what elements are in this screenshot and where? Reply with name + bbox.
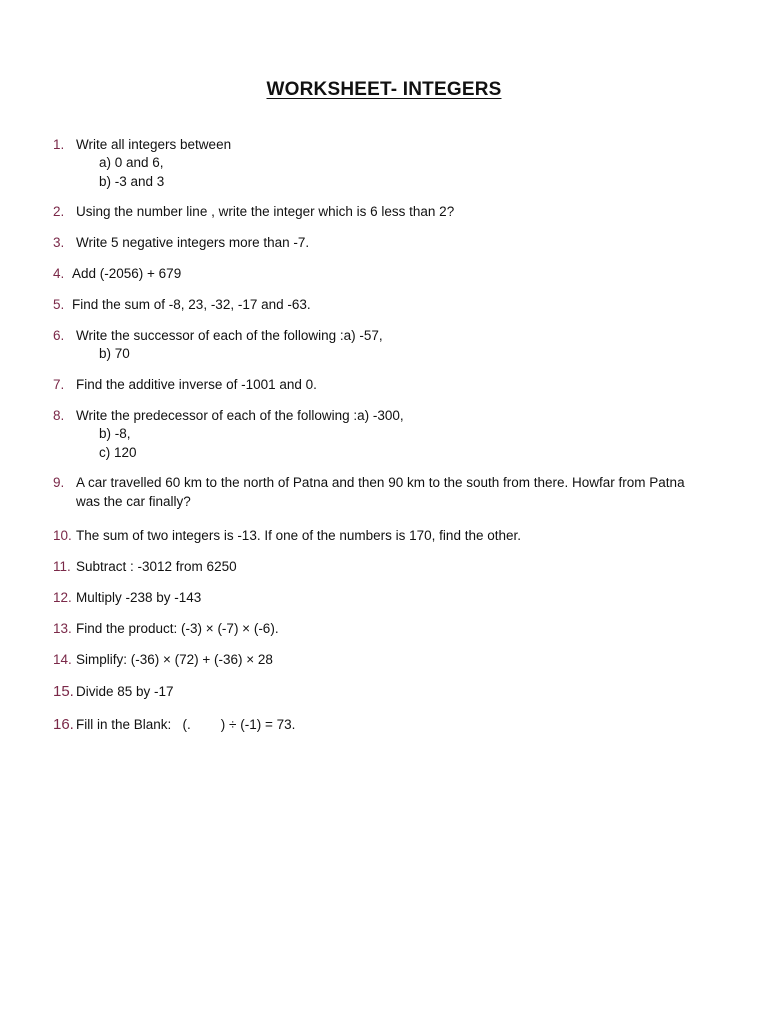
question-text: Simplify: (-36) × (72) + (-36) × 28 <box>76 652 273 667</box>
question-text: Find the product: (-3) × (-7) × (-6). <box>76 621 279 636</box>
question-3 <box>53 233 733 252</box>
question-8-option-c: c) 120 <box>99 445 137 460</box>
question-1 <box>53 135 733 154</box>
question-number: 6. <box>53 328 65 343</box>
question-text: Using the number line , write the integer which is 6 less than 2? <box>76 204 455 219</box>
question-4 <box>53 264 733 283</box>
question-11 <box>53 557 733 576</box>
question-number: 2. <box>53 204 65 219</box>
question-number: 8. <box>53 408 65 423</box>
question-8 <box>53 406 733 425</box>
question-13 <box>53 619 733 638</box>
question-10 <box>53 526 733 545</box>
question-text: Fill in the Blank: (. ) ÷ (-1) = 73. <box>76 717 296 732</box>
question-text: Subtract : -3012 from 6250 <box>76 559 237 574</box>
question-text: A car travelled 60 km to the north of Patna and then 90 km to the south from there. Howfar from Patna <box>76 475 685 490</box>
question-number: 12. <box>53 590 72 605</box>
question-number: 7. <box>53 377 65 392</box>
question-16 <box>53 715 733 734</box>
question-6-option-b: b) 70 <box>99 346 130 361</box>
question-text: Write all integers between <box>76 137 232 152</box>
question-14 <box>53 650 733 669</box>
question-number: 15. <box>53 683 74 700</box>
question-text: Write 5 negative integers more than -7. <box>76 235 310 250</box>
question-number: 13. <box>53 621 72 636</box>
question-number: 11. <box>53 559 71 574</box>
question-number: 4. <box>53 266 65 281</box>
question-6 <box>53 326 733 345</box>
question-text: Add (-2056) + 679 <box>72 266 182 281</box>
question-text: Multiply -238 by -143 <box>76 590 202 605</box>
page-title: WORKSHEET- INTEGERS <box>266 79 502 100</box>
question-text: Write the successor of each of the following :a) -57, <box>76 328 383 343</box>
question-2 <box>53 202 733 221</box>
question-number: 14. <box>53 652 72 667</box>
question-9 <box>53 473 733 492</box>
question-9-continuation: was the car finally? <box>76 494 191 509</box>
question-number: 10. <box>53 528 72 543</box>
question-15 <box>53 682 733 701</box>
question-text: Divide 85 by -17 <box>76 684 174 699</box>
question-1-option-b: b) -3 and 3 <box>99 174 165 189</box>
question-text: The sum of two integers is -13. If one of the numbers is 170, find the other. <box>76 528 521 543</box>
question-number: 3. <box>53 235 65 250</box>
question-number: 16. <box>53 716 74 733</box>
question-1-option-a: a) 0 and 6, <box>99 155 164 170</box>
question-number: 1. <box>53 137 65 152</box>
question-5 <box>53 295 733 314</box>
question-text: Find the sum of -8, 23, -32, -17 and -63. <box>72 297 311 312</box>
question-text: Write the predecessor of each of the following :a) -300, <box>76 408 404 423</box>
question-12 <box>53 588 733 607</box>
question-7 <box>53 375 733 394</box>
question-8-option-b: b) -8, <box>99 426 131 441</box>
question-text: Find the additive inverse of -1001 and 0. <box>76 377 317 392</box>
question-number: 5. <box>53 297 65 312</box>
question-number: 9. <box>53 475 65 490</box>
